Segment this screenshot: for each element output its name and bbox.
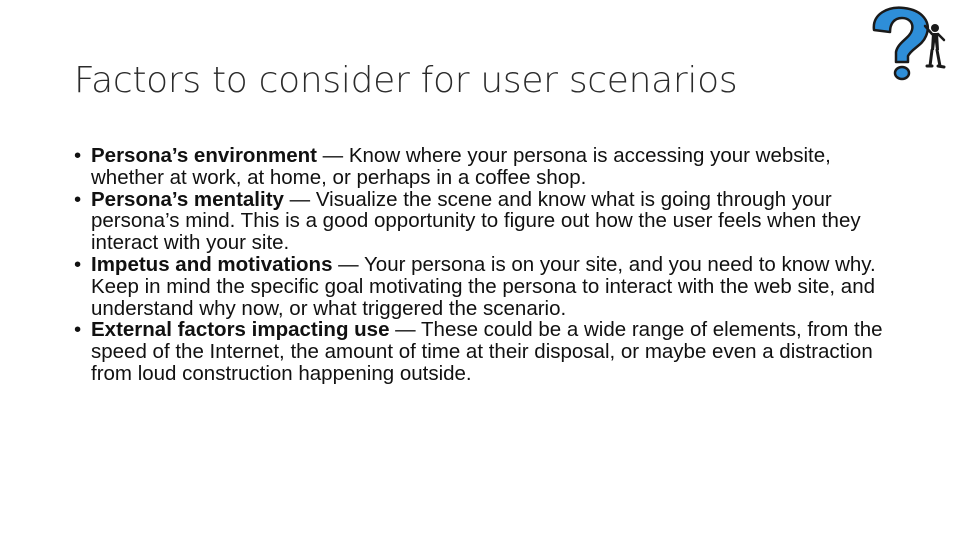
bullet-marker: • bbox=[74, 144, 82, 167]
bullet-item bbox=[74, 319, 894, 384]
bullet-heading: Persona’s mentality bbox=[91, 187, 284, 211]
bullet-text: Visualize the scene and know what is going through your persona’s mind. This is a good opportunity to figure out how the user feels when they interact with your site. bbox=[91, 187, 861, 255]
bullet-separator: — bbox=[316, 144, 349, 167]
bullet-item bbox=[74, 189, 894, 254]
bullet-text: Know where your persona is accessing your website, whether at work, at home, or perhaps in a coffee shop. bbox=[91, 144, 831, 189]
slide-title: Factors to consider for user scenarios bbox=[74, 60, 738, 101]
bullet-text: Your persona is on your site, and you need to know why. Keep in mind the specific goal motivating the persona to interact with the web site, and understand why now, or what triggered the scenario. bbox=[91, 252, 876, 320]
question-mark-person-icon bbox=[868, 4, 954, 82]
bullet-marker: • bbox=[74, 318, 82, 342]
bullet-separator: — bbox=[283, 187, 316, 211]
bullet-text: These could be a wide range of elements, from the speed of the Internet, the amount of time at their disposal, or maybe even a distraction from loud construction happening outside. bbox=[91, 318, 883, 385]
bullet-separator: — bbox=[389, 318, 422, 342]
bullet-separator: — bbox=[332, 252, 365, 276]
bullet-item bbox=[74, 145, 894, 189]
bullet-heading: Impetus and motivations bbox=[91, 252, 333, 276]
bullet-list bbox=[74, 145, 894, 385]
bullet-heading: Persona’s environment bbox=[91, 144, 317, 167]
bullet-item bbox=[74, 254, 894, 319]
bullet-marker: • bbox=[74, 187, 82, 211]
bullet-marker: • bbox=[74, 252, 82, 276]
bullet-heading: External factors impacting use bbox=[91, 318, 390, 342]
